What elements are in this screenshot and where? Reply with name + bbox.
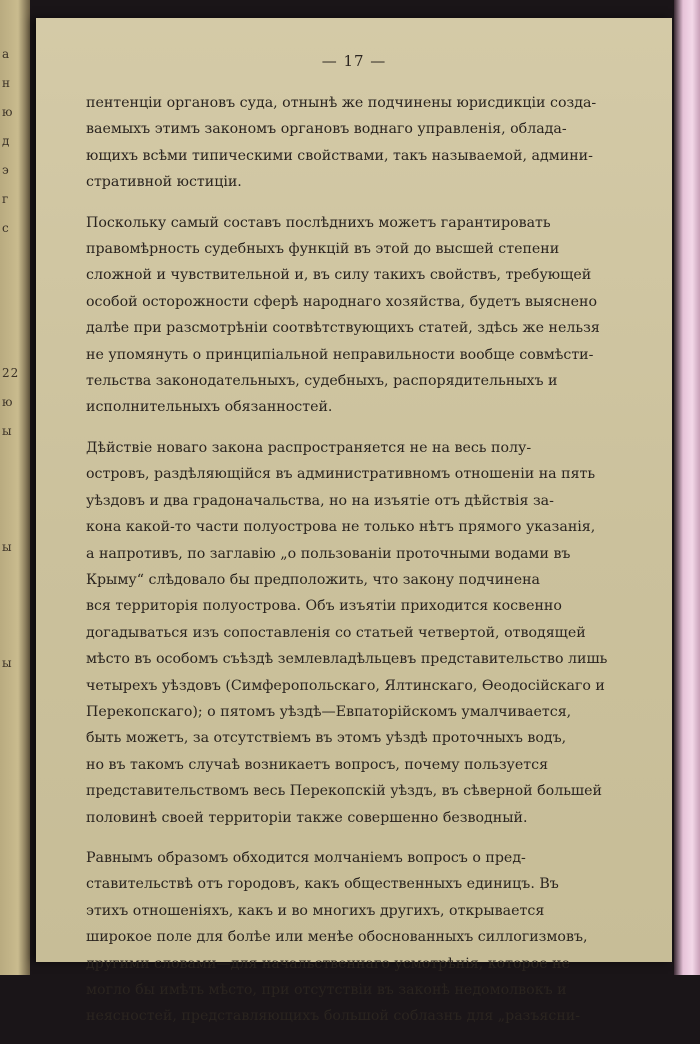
facing-page-fragment: э <box>2 163 10 177</box>
facing-page-fragment <box>2 736 28 765</box>
facing-page-fragment: ы <box>2 656 13 670</box>
facing-page-fragment: д <box>2 134 11 148</box>
facing-page-fragment <box>2 562 28 591</box>
facing-page-fragment: с <box>2 221 10 235</box>
paragraph-3: Дѣйствіе новаго закона распространяется не на весь полу- островъ, раздѣляющійся въ административномъ отношеніи на пять уѣздовъ и два градоначальства, но на изъятіе отъ дѣйствія за- кона какой-то части полуострова не только нѣтъ прямого указанія, а напротивъ, по заглавію „о пользованіи проточными водами въ Крыму“ слѣдовало бы предположить, что закону подчинена вся территорія полуострова. Объ изъятіи приходится косвенно догадываться изъ сопоставленія со статьей четвертой, отводящей мѣсто въ особомъ съѣздѣ землевладѣльцевъ представительство лишь четырехъ уѣздовъ (Симферопольскаго, Ялтинскаго, Ѳеодосійскаго и Перекопскаго); о пятомъ уѣздѣ—Евпаторійскомъ умалчивается, быть можетъ, за отсутствіемъ въ этомъ уѣздѣ проточныхъ водъ, но въ такомъ случаѣ возникаетъ вопросъ, почему пользуется представительствомъ весь Перекопскій уѣздъ, въ сѣверной большей половинѣ своей территоріи также совершенно безводный. <box>86 439 608 826</box>
page-number: — 17 — <box>321 52 387 70</box>
facing-page-fragment <box>2 678 28 707</box>
facing-page-fragment: г <box>2 192 10 206</box>
facing-page-fragment: ы <box>2 424 13 438</box>
facing-page-fragment <box>2 330 28 359</box>
facing-page-fragment <box>2 475 28 504</box>
page-text <box>86 90 608 1044</box>
book-page <box>36 18 672 1025</box>
facing-page-fragment <box>2 243 28 272</box>
facing-page-fragment <box>2 446 28 475</box>
facing-page-fragment: 22 <box>2 366 20 380</box>
book-cover-edge <box>674 0 700 975</box>
facing-page-fragment <box>2 272 28 301</box>
facing-page-fragment <box>2 765 28 794</box>
facing-page-fragment <box>2 504 28 533</box>
facing-page-fragment: а <box>2 47 11 61</box>
facing-page-fragment: ы <box>2 540 13 554</box>
facing-page-fragment <box>2 794 28 823</box>
paragraph-2: Поскольку самый составъ послѣднихъ можетъ гарантировать правомѣрность судебныхъ функцій въ этой до высшей степени сложной и чувствительной и, въ силу такихъ свойствъ, требующей особой осторожности сферѣ народнаго хозяйства, будетъ выяснено далѣе при разсмотрѣніи соотвѣтствующихъ статей, здѣсь же нельзя не упомянуть о принципіальной неправильности вообще совмѣсти- тельства законодательныхъ, судебныхъ, распорядительныхъ и исполнительныхъ обязанностей. <box>86 214 600 416</box>
facing-page-fragment <box>2 301 28 330</box>
facing-page-fragment <box>2 707 28 736</box>
facing-page-fragment <box>2 620 28 649</box>
facing-page-fragments <box>2 40 28 823</box>
facing-page-fragment: ю <box>2 395 14 409</box>
paragraph-1: пентенціи органовъ суда, отнынѣ же подчинены юрисдикціи созда- ваемыхъ этимъ закономъ органовъ воднаго управленія, облада- ющихъ всѣми типическими свойствами, такъ называемой, админи- стративной юстиціи. <box>86 95 597 191</box>
facing-page-fragment <box>2 591 28 620</box>
facing-page-fragment: н <box>2 76 11 90</box>
facing-page-fragment: ю <box>2 105 14 119</box>
facing-page-edge <box>0 0 30 975</box>
paragraph-4: Равнымъ образомъ обходится молчаніемъ вопросъ о пред- ставительствѣ отъ городовъ, какъ общественныхъ единицъ. Въ этихъ отношеніяхъ, какъ и во многихъ другихъ, открывается широкое поле для болѣе или менѣе обоснованныхъ силлогизмовъ, другими словами—для начальственнаго усмотрѣнія, которое не могло бы имѣть мѣсто, при отсутствіи въ законѣ недомолвокъ и неясностей, представляющихъ большой соблазнъ для „разъясни- <box>86 849 588 1025</box>
